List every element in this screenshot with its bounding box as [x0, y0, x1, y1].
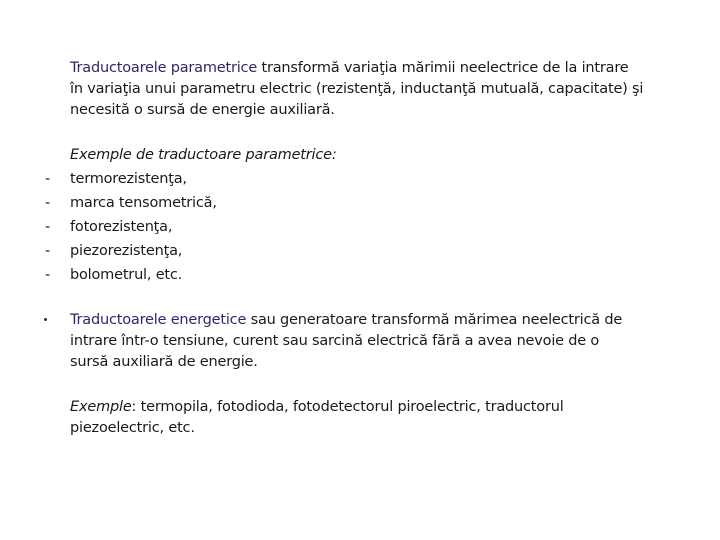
- paragraph-energetic-line-1: [70, 310, 670, 331]
- paragraph-parametric-line-2: în variaţia unui parametru electric (rezistenţă, inductanţă mutuală, capacitate) şi: [70, 81, 644, 97]
- bullet-icon: [44, 318, 47, 321]
- paragraph-energetic: [70, 310, 670, 373]
- paragraph-energetic-text-1: sau generatoare transformă mărimea neelectrică de: [246, 312, 623, 328]
- list-dash: -: [45, 243, 51, 259]
- list-item: marca tensometrică,: [70, 195, 217, 211]
- paragraph-examples-line-2: piezoelectric, etc.: [70, 420, 195, 436]
- paragraph-examples: [70, 397, 670, 439]
- paragraph-energetic-line-3: sursă auxiliară de energie.: [70, 354, 258, 370]
- list-item: fotorezistenţa,: [70, 219, 173, 235]
- paragraph-parametric-text-1: transformă variaţia mărimii neelectrice de la intrare: [257, 60, 629, 76]
- list-dash: -: [45, 171, 51, 187]
- list-item: bolometrul, etc.: [70, 267, 183, 283]
- paragraph-parametric-line-3: necesită o sursă de energie auxiliară.: [70, 102, 335, 118]
- list-dash: -: [45, 219, 51, 235]
- list-item: termorezistenţa,: [70, 171, 187, 187]
- paragraph-parametric-line-1: [70, 58, 670, 79]
- paragraph-energetic-line-2: intrare într-o tensiune, curent sau sarcină electrică fără a avea nevoie de o: [70, 333, 600, 349]
- examples-heading: Exemple de traductoare parametrice:: [70, 147, 337, 163]
- list-dash: -: [45, 195, 51, 211]
- list-item: piezorezistenţa,: [70, 243, 183, 259]
- term-energetic: Traductoarele energetice: [70, 312, 247, 328]
- paragraph-examples-text-1: : termopila, fotodioda, fotodetectorul piroelectric, traductorul: [131, 399, 564, 415]
- paragraph-examples-line-1: [70, 397, 670, 418]
- list-dash: -: [45, 267, 51, 283]
- term-parametric: Traductoarele parametrice: [70, 60, 258, 76]
- paragraph-parametric: [70, 58, 670, 121]
- examples-label: Exemple: [70, 399, 132, 415]
